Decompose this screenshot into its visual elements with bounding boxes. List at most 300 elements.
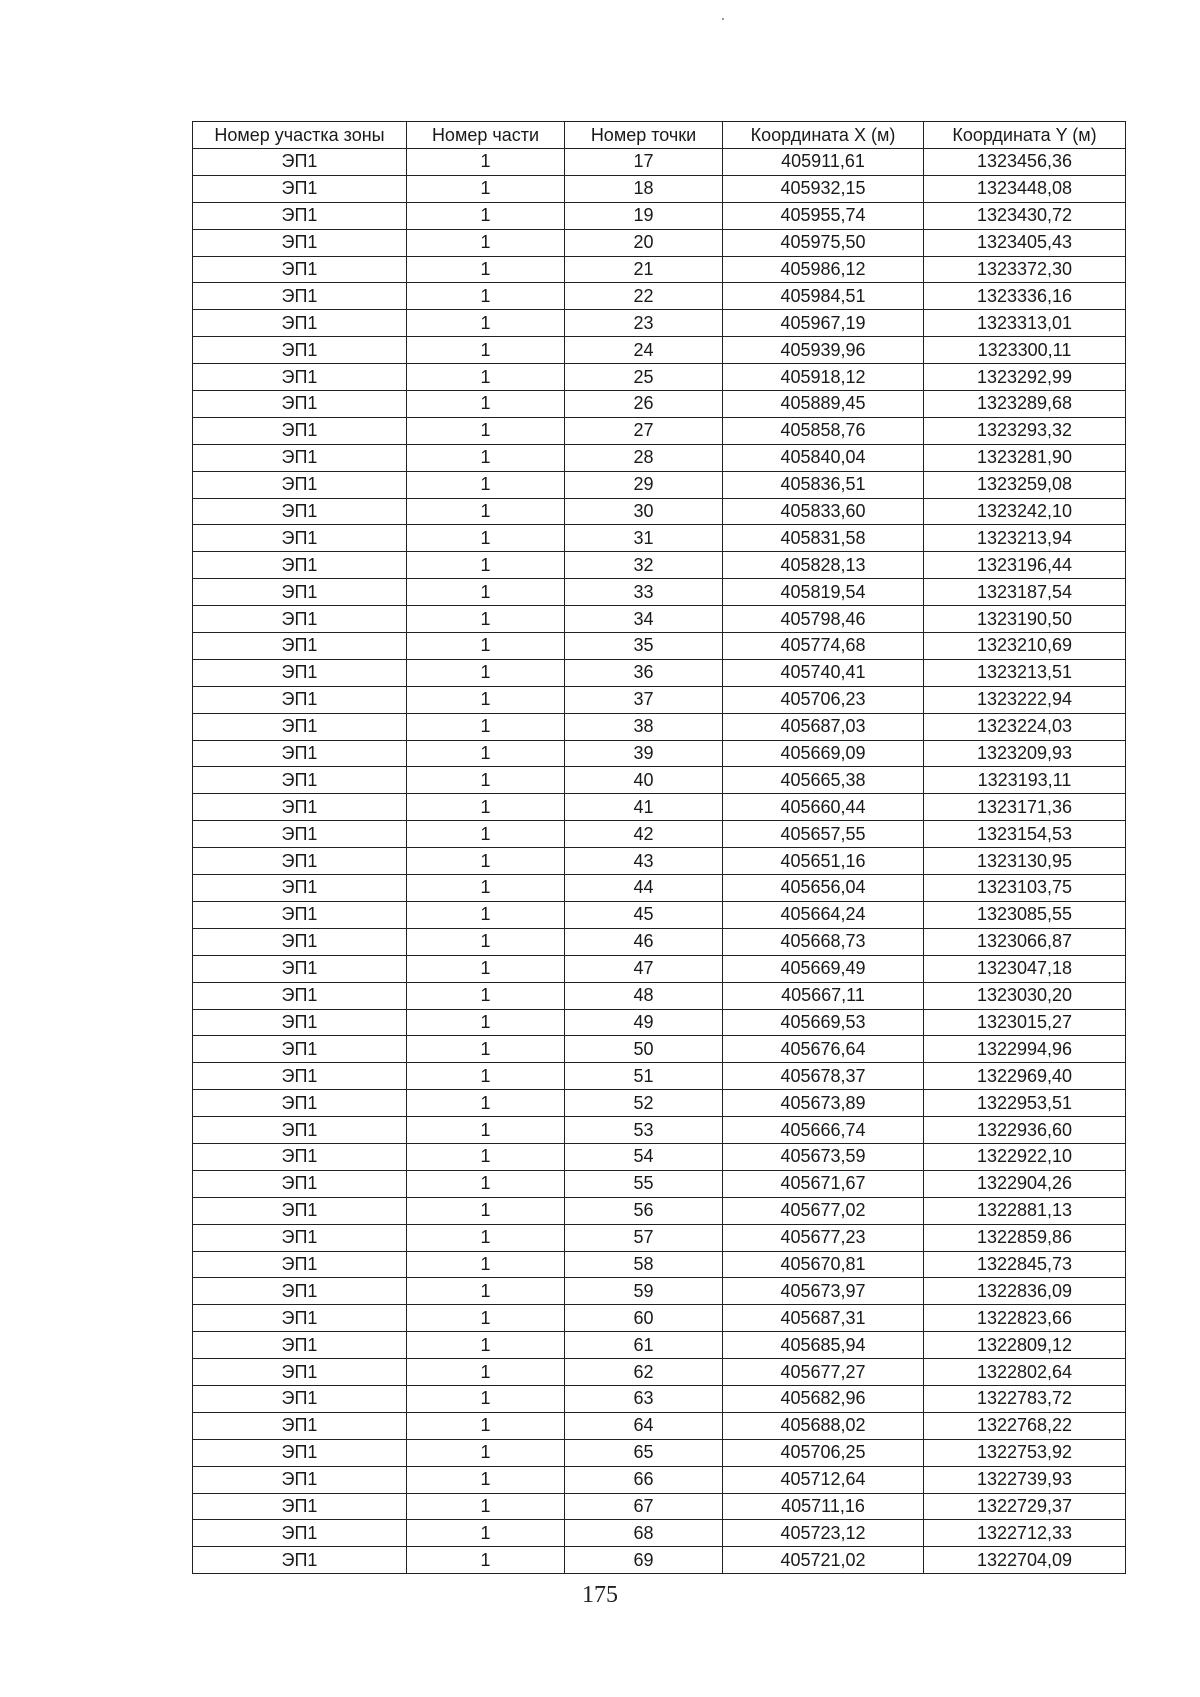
table-row — [193, 1385, 1126, 1412]
cell-zone-plot: ЭП1 — [193, 310, 407, 337]
cell-part: 1 — [407, 1520, 565, 1547]
cell-y: 1323103,75 — [924, 875, 1126, 902]
cell-part: 1 — [407, 1547, 565, 1574]
cell-part: 1 — [407, 256, 565, 283]
cell-point: 53 — [565, 1117, 723, 1144]
table-row — [193, 686, 1126, 713]
cell-point: 57 — [565, 1224, 723, 1251]
cell-point: 26 — [565, 391, 723, 418]
cell-zone-plot: ЭП1 — [193, 1197, 407, 1224]
table-row — [193, 713, 1126, 740]
cell-y: 1322936,60 — [924, 1117, 1126, 1144]
cell-part: 1 — [407, 1466, 565, 1493]
cell-y: 1323193,11 — [924, 767, 1126, 794]
cell-point: 54 — [565, 1143, 723, 1170]
table-row — [193, 901, 1126, 928]
cell-x: 405740,41 — [723, 659, 924, 686]
scan-speck — [722, 18, 724, 20]
table-row — [193, 1197, 1126, 1224]
cell-point: 69 — [565, 1547, 723, 1574]
cell-part: 1 — [407, 1439, 565, 1466]
cell-point: 22 — [565, 283, 723, 310]
cell-point: 43 — [565, 848, 723, 875]
header-coordinate-x: Координата X (м) — [723, 122, 924, 149]
cell-x: 405831,58 — [723, 525, 924, 552]
cell-part: 1 — [407, 740, 565, 767]
cell-x: 405819,54 — [723, 579, 924, 606]
cell-part: 1 — [407, 1063, 565, 1090]
table-row — [193, 982, 1126, 1009]
cell-x: 405984,51 — [723, 283, 924, 310]
cell-point: 35 — [565, 633, 723, 660]
table-row — [193, 310, 1126, 337]
cell-zone-plot: ЭП1 — [193, 256, 407, 283]
cell-part: 1 — [407, 202, 565, 229]
cell-point: 31 — [565, 525, 723, 552]
cell-y: 1323015,27 — [924, 1009, 1126, 1036]
cell-part: 1 — [407, 794, 565, 821]
cell-x: 405967,19 — [723, 310, 924, 337]
cell-point: 23 — [565, 310, 723, 337]
cell-x: 405678,37 — [723, 1063, 924, 1090]
table-row — [193, 821, 1126, 848]
cell-part: 1 — [407, 498, 565, 525]
cell-point: 42 — [565, 821, 723, 848]
cell-part: 1 — [407, 1143, 565, 1170]
cell-zone-plot: ЭП1 — [193, 821, 407, 848]
table-row — [193, 633, 1126, 660]
cell-point: 29 — [565, 471, 723, 498]
cell-zone-plot: ЭП1 — [193, 229, 407, 256]
cell-zone-plot: ЭП1 — [193, 1466, 407, 1493]
cell-point: 38 — [565, 713, 723, 740]
cell-y: 1323300,11 — [924, 337, 1126, 364]
cell-point: 64 — [565, 1412, 723, 1439]
cell-point: 21 — [565, 256, 723, 283]
cell-point: 49 — [565, 1009, 723, 1036]
cell-y: 1323372,30 — [924, 256, 1126, 283]
cell-point: 28 — [565, 444, 723, 471]
cell-zone-plot: ЭП1 — [193, 444, 407, 471]
cell-zone-plot: ЭП1 — [193, 928, 407, 955]
cell-x: 405669,53 — [723, 1009, 924, 1036]
cell-y: 1323456,36 — [924, 149, 1126, 176]
cell-x: 405836,51 — [723, 471, 924, 498]
cell-y: 1323224,03 — [924, 713, 1126, 740]
cell-zone-plot: ЭП1 — [193, 175, 407, 202]
cell-y: 1322783,72 — [924, 1385, 1126, 1412]
table-row — [193, 364, 1126, 391]
cell-part: 1 — [407, 1278, 565, 1305]
cell-point: 67 — [565, 1493, 723, 1520]
table-row — [193, 767, 1126, 794]
cell-x: 405673,59 — [723, 1143, 924, 1170]
cell-x: 405975,50 — [723, 229, 924, 256]
cell-y: 1322969,40 — [924, 1063, 1126, 1090]
cell-x: 405889,45 — [723, 391, 924, 418]
cell-zone-plot: ЭП1 — [193, 794, 407, 821]
table-row — [193, 283, 1126, 310]
cell-zone-plot: ЭП1 — [193, 202, 407, 229]
cell-zone-plot: ЭП1 — [193, 713, 407, 740]
cell-y: 1322904,26 — [924, 1170, 1126, 1197]
cell-y: 1323030,20 — [924, 982, 1126, 1009]
table-row — [193, 1305, 1126, 1332]
cell-zone-plot: ЭП1 — [193, 875, 407, 902]
table-body — [193, 149, 1126, 1574]
cell-part: 1 — [407, 337, 565, 364]
cell-part: 1 — [407, 1385, 565, 1412]
cell-y: 1322712,33 — [924, 1520, 1126, 1547]
cell-point: 56 — [565, 1197, 723, 1224]
cell-zone-plot: ЭП1 — [193, 525, 407, 552]
header-point-number: Номер точки — [565, 122, 723, 149]
cell-y: 1322809,12 — [924, 1332, 1126, 1359]
cell-part: 1 — [407, 364, 565, 391]
cell-part: 1 — [407, 579, 565, 606]
cell-point: 66 — [565, 1466, 723, 1493]
cell-zone-plot: ЭП1 — [193, 1439, 407, 1466]
cell-y: 1322802,64 — [924, 1359, 1126, 1386]
cell-zone-plot: ЭП1 — [193, 337, 407, 364]
cell-point: 47 — [565, 955, 723, 982]
cell-y: 1322859,86 — [924, 1224, 1126, 1251]
cell-zone-plot: ЭП1 — [193, 1224, 407, 1251]
cell-point: 52 — [565, 1090, 723, 1117]
cell-x: 405774,68 — [723, 633, 924, 660]
cell-part: 1 — [407, 1009, 565, 1036]
table-row — [193, 1466, 1126, 1493]
cell-x: 405673,89 — [723, 1090, 924, 1117]
table-row — [193, 417, 1126, 444]
cell-x: 405712,64 — [723, 1466, 924, 1493]
cell-x: 405798,46 — [723, 606, 924, 633]
cell-point: 40 — [565, 767, 723, 794]
cell-part: 1 — [407, 1359, 565, 1386]
table-row — [193, 579, 1126, 606]
cell-part: 1 — [407, 229, 565, 256]
cell-zone-plot: ЭП1 — [193, 1332, 407, 1359]
table-row — [193, 444, 1126, 471]
cell-zone-plot: ЭП1 — [193, 1547, 407, 1574]
table-row — [193, 552, 1126, 579]
table-row — [193, 740, 1126, 767]
cell-x: 405721,02 — [723, 1547, 924, 1574]
coordinates-table — [192, 121, 1126, 1574]
cell-y: 1322704,09 — [924, 1547, 1126, 1574]
cell-y: 1323222,94 — [924, 686, 1126, 713]
cell-point: 58 — [565, 1251, 723, 1278]
cell-part: 1 — [407, 525, 565, 552]
cell-y: 1323430,72 — [924, 202, 1126, 229]
table-row — [193, 928, 1126, 955]
cell-zone-plot: ЭП1 — [193, 955, 407, 982]
cell-part: 1 — [407, 686, 565, 713]
table-row — [193, 256, 1126, 283]
cell-x: 405665,38 — [723, 767, 924, 794]
cell-y: 1323085,55 — [924, 901, 1126, 928]
cell-y: 1323292,99 — [924, 364, 1126, 391]
table-row — [193, 1090, 1126, 1117]
cell-point: 37 — [565, 686, 723, 713]
cell-y: 1323210,69 — [924, 633, 1126, 660]
cell-zone-plot: ЭП1 — [193, 767, 407, 794]
cell-part: 1 — [407, 1117, 565, 1144]
header-zone-plot-number: Номер участка зоны — [193, 122, 407, 149]
cell-y: 1323171,36 — [924, 794, 1126, 821]
table-row — [193, 659, 1126, 686]
cell-zone-plot: ЭП1 — [193, 1520, 407, 1547]
cell-zone-plot: ЭП1 — [193, 391, 407, 418]
cell-part: 1 — [407, 283, 565, 310]
table-row — [193, 498, 1126, 525]
cell-part: 1 — [407, 1493, 565, 1520]
cell-x: 405955,74 — [723, 202, 924, 229]
cell-zone-plot: ЭП1 — [193, 1493, 407, 1520]
cell-x: 405660,44 — [723, 794, 924, 821]
table-row — [193, 1224, 1126, 1251]
cell-point: 44 — [565, 875, 723, 902]
cell-x: 405656,04 — [723, 875, 924, 902]
cell-x: 405706,23 — [723, 686, 924, 713]
table-row — [193, 794, 1126, 821]
cell-y: 1322753,92 — [924, 1439, 1126, 1466]
cell-y: 1323066,87 — [924, 928, 1126, 955]
cell-part: 1 — [407, 875, 565, 902]
cell-zone-plot: ЭП1 — [193, 633, 407, 660]
cell-point: 59 — [565, 1278, 723, 1305]
cell-x: 405671,67 — [723, 1170, 924, 1197]
cell-y: 1322823,66 — [924, 1305, 1126, 1332]
cell-point: 33 — [565, 579, 723, 606]
cell-y: 1323293,32 — [924, 417, 1126, 444]
cell-point: 25 — [565, 364, 723, 391]
cell-part: 1 — [407, 444, 565, 471]
cell-part: 1 — [407, 633, 565, 660]
cell-zone-plot: ЭП1 — [193, 1143, 407, 1170]
cell-x: 405670,81 — [723, 1251, 924, 1278]
cell-zone-plot: ЭП1 — [193, 552, 407, 579]
cell-point: 48 — [565, 982, 723, 1009]
cell-x: 405911,61 — [723, 149, 924, 176]
cell-zone-plot: ЭП1 — [193, 1170, 407, 1197]
cell-part: 1 — [407, 955, 565, 982]
cell-part: 1 — [407, 848, 565, 875]
cell-part: 1 — [407, 767, 565, 794]
table-row — [193, 391, 1126, 418]
cell-part: 1 — [407, 149, 565, 176]
cell-x: 405651,16 — [723, 848, 924, 875]
cell-y: 1322994,96 — [924, 1036, 1126, 1063]
cell-zone-plot: ЭП1 — [193, 417, 407, 444]
cell-y: 1322881,13 — [924, 1197, 1126, 1224]
table-row — [193, 1251, 1126, 1278]
table-row — [193, 525, 1126, 552]
cell-point: 68 — [565, 1520, 723, 1547]
cell-x: 405666,74 — [723, 1117, 924, 1144]
cell-y: 1322739,93 — [924, 1466, 1126, 1493]
cell-zone-plot: ЭП1 — [193, 659, 407, 686]
cell-x: 405918,12 — [723, 364, 924, 391]
cell-zone-plot: ЭП1 — [193, 1359, 407, 1386]
table-row — [193, 875, 1126, 902]
cell-point: 20 — [565, 229, 723, 256]
cell-y: 1323213,94 — [924, 525, 1126, 552]
cell-part: 1 — [407, 982, 565, 1009]
cell-point: 46 — [565, 928, 723, 955]
cell-y: 1323154,53 — [924, 821, 1126, 848]
cell-part: 1 — [407, 901, 565, 928]
cell-y: 1322922,10 — [924, 1143, 1126, 1170]
table-row — [193, 1412, 1126, 1439]
cell-zone-plot: ЭП1 — [193, 1385, 407, 1412]
cell-x: 405669,49 — [723, 955, 924, 982]
cell-point: 65 — [565, 1439, 723, 1466]
cell-y: 1323213,51 — [924, 659, 1126, 686]
cell-part: 1 — [407, 417, 565, 444]
cell-y: 1322729,37 — [924, 1493, 1126, 1520]
cell-y: 1323313,01 — [924, 310, 1126, 337]
cell-point: 45 — [565, 901, 723, 928]
cell-zone-plot: ЭП1 — [193, 740, 407, 767]
cell-point: 36 — [565, 659, 723, 686]
cell-x: 405677,02 — [723, 1197, 924, 1224]
cell-part: 1 — [407, 928, 565, 955]
cell-part: 1 — [407, 552, 565, 579]
cell-y: 1323190,50 — [924, 606, 1126, 633]
cell-y: 1322836,09 — [924, 1278, 1126, 1305]
table-row — [193, 1063, 1126, 1090]
table-row — [193, 1493, 1126, 1520]
cell-x: 405669,09 — [723, 740, 924, 767]
cell-y: 1322953,51 — [924, 1090, 1126, 1117]
header-part-number: Номер части — [407, 122, 565, 149]
cell-zone-plot: ЭП1 — [193, 1278, 407, 1305]
cell-x: 405858,76 — [723, 417, 924, 444]
cell-x: 405682,96 — [723, 1385, 924, 1412]
table-row — [193, 471, 1126, 498]
cell-y: 1323259,08 — [924, 471, 1126, 498]
cell-point: 18 — [565, 175, 723, 202]
cell-zone-plot: ЭП1 — [193, 1063, 407, 1090]
table-row — [193, 1009, 1126, 1036]
cell-zone-plot: ЭП1 — [193, 1036, 407, 1063]
cell-point: 32 — [565, 552, 723, 579]
cell-part: 1 — [407, 1305, 565, 1332]
table-row — [193, 955, 1126, 982]
cell-zone-plot: ЭП1 — [193, 1117, 407, 1144]
table-row — [193, 175, 1126, 202]
table-row — [193, 606, 1126, 633]
table-row — [193, 1117, 1126, 1144]
cell-part: 1 — [407, 471, 565, 498]
cell-zone-plot: ЭП1 — [193, 982, 407, 1009]
cell-point: 50 — [565, 1036, 723, 1063]
cell-zone-plot: ЭП1 — [193, 1305, 407, 1332]
cell-part: 1 — [407, 1170, 565, 1197]
cell-x: 405711,16 — [723, 1493, 924, 1520]
cell-point: 27 — [565, 417, 723, 444]
cell-zone-plot: ЭП1 — [193, 686, 407, 713]
table-row — [193, 848, 1126, 875]
table-row — [193, 202, 1126, 229]
cell-part: 1 — [407, 391, 565, 418]
cell-point: 30 — [565, 498, 723, 525]
table-row — [193, 149, 1126, 176]
cell-y: 1323196,44 — [924, 552, 1126, 579]
cell-zone-plot: ЭП1 — [193, 364, 407, 391]
cell-y: 1323448,08 — [924, 175, 1126, 202]
cell-y: 1323242,10 — [924, 498, 1126, 525]
cell-x: 405676,64 — [723, 1036, 924, 1063]
cell-x: 405706,25 — [723, 1439, 924, 1466]
table-row — [193, 1359, 1126, 1386]
cell-part: 1 — [407, 659, 565, 686]
cell-point: 34 — [565, 606, 723, 633]
table-row — [193, 1143, 1126, 1170]
page-number: 175 — [582, 1582, 618, 1608]
cell-zone-plot: ЭП1 — [193, 1251, 407, 1278]
cell-x: 405723,12 — [723, 1520, 924, 1547]
cell-point: 41 — [565, 794, 723, 821]
cell-part: 1 — [407, 1251, 565, 1278]
cell-point: 24 — [565, 337, 723, 364]
cell-zone-plot: ЭП1 — [193, 149, 407, 176]
cell-part: 1 — [407, 1332, 565, 1359]
cell-point: 51 — [565, 1063, 723, 1090]
cell-x: 405668,73 — [723, 928, 924, 955]
cell-point: 55 — [565, 1170, 723, 1197]
cell-part: 1 — [407, 606, 565, 633]
cell-x: 405685,94 — [723, 1332, 924, 1359]
table-row — [193, 1332, 1126, 1359]
cell-part: 1 — [407, 1412, 565, 1439]
cell-point: 63 — [565, 1385, 723, 1412]
cell-y: 1323405,43 — [924, 229, 1126, 256]
cell-x: 405828,13 — [723, 552, 924, 579]
cell-y: 1322845,73 — [924, 1251, 1126, 1278]
cell-y: 1323289,68 — [924, 391, 1126, 418]
cell-part: 1 — [407, 713, 565, 740]
cell-y: 1323209,93 — [924, 740, 1126, 767]
cell-y: 1323336,16 — [924, 283, 1126, 310]
table-row — [193, 1439, 1126, 1466]
header-coordinate-y: Координата Y (м) — [924, 122, 1126, 149]
table-row — [193, 1547, 1126, 1574]
cell-x: 405687,31 — [723, 1305, 924, 1332]
cell-x: 405688,02 — [723, 1412, 924, 1439]
cell-y: 1322768,22 — [924, 1412, 1126, 1439]
cell-x: 405932,15 — [723, 175, 924, 202]
cell-zone-plot: ЭП1 — [193, 848, 407, 875]
cell-zone-plot: ЭП1 — [193, 1090, 407, 1117]
cell-x: 405986,12 — [723, 256, 924, 283]
cell-part: 1 — [407, 1224, 565, 1251]
table-row — [193, 1520, 1126, 1547]
table-row — [193, 229, 1126, 256]
cell-point: 17 — [565, 149, 723, 176]
cell-x: 405677,23 — [723, 1224, 924, 1251]
cell-part: 1 — [407, 821, 565, 848]
cell-x: 405833,60 — [723, 498, 924, 525]
cell-x: 405673,97 — [723, 1278, 924, 1305]
cell-x: 405677,27 — [723, 1359, 924, 1386]
cell-point: 19 — [565, 202, 723, 229]
cell-part: 1 — [407, 1036, 565, 1063]
cell-y: 1323187,54 — [924, 579, 1126, 606]
cell-point: 61 — [565, 1332, 723, 1359]
cell-y: 1323047,18 — [924, 955, 1126, 982]
